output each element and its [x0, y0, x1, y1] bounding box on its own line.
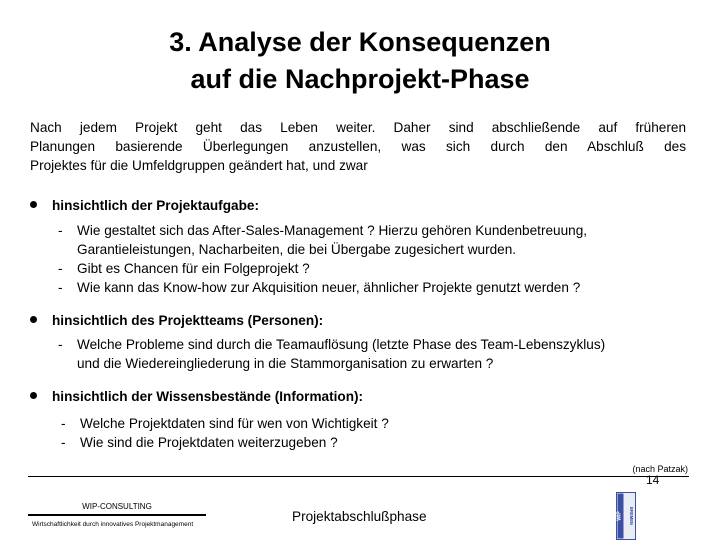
section-heading-team [30, 311, 323, 330]
section-heading-text: hinsichtlich des Projektteams (Personen): [52, 313, 324, 328]
list-item-text: Welche Probleme sind durch die Teamauflösung (letzte Phase des Team-Lebenszyklus) [77, 337, 606, 352]
list-item-text: Gibt es Chancen für ein Folgeprojekt ? [77, 261, 310, 276]
list-item-text: Wie kann das Know-how zur Akquisition neuer, ähnlicher Projekte genutzt werden ? [77, 280, 581, 295]
dash-marker: - [58, 337, 63, 352]
source-note: (nach Patzak) [632, 464, 688, 474]
list-item-text: Garantieleistungen, Nacharbeiten, die bei Übergabe zugesichert wurden. [77, 242, 517, 257]
footer-org-rule [28, 514, 206, 516]
intro-line: Projektes für die Umfeldgruppen geändert hat, und zwar [30, 158, 368, 173]
list-item-text: Wie sind die Projektdaten weiterzugeben ? [80, 435, 338, 450]
footer-tagline: Wirtschaftlichkeit durch innovatives Projektmanagement [32, 521, 194, 528]
section-heading-task [30, 196, 259, 215]
dash-marker: - [61, 435, 66, 450]
dash-marker: - [58, 223, 63, 238]
slide-title-line1: 3. Analyse der Konsequenzen [169, 27, 551, 57]
footer-section-title: Projektabschlußphase [292, 509, 427, 524]
logo-city-text: BREMEN [629, 506, 634, 526]
logo-wip-text: WIP [616, 511, 623, 521]
intro-line: Planungen basierende Überlegungen anzustellen, was sich durch den Abschluß des [30, 139, 686, 154]
bullet-icon [30, 316, 37, 323]
bullet-icon [30, 201, 37, 208]
page-number: 14 [646, 473, 660, 487]
footer-org-name: WIP-CONSULTING [82, 502, 152, 511]
section-heading-knowledge [30, 387, 363, 406]
section-heading-text: hinsichtlich der Wissensbestände (Information): [52, 389, 364, 404]
section-heading-text: hinsichtlich der Projektaufgabe: [52, 198, 259, 213]
dash-marker: - [61, 416, 66, 431]
dash-marker: - [58, 261, 63, 276]
intro-line: Nach jedem Projekt geht das Leben weiter. Daher sind abschließende auf früheren [30, 120, 686, 135]
list-item-text: Welche Projektdaten sind für wen von Wichtigkeit ? [80, 416, 389, 431]
intro-paragraph [30, 118, 686, 175]
list-item-text: und die Wiedereingliederung in die Stammorganisation zu erwarten ? [77, 356, 494, 371]
list-item-text: Wie gestaltet sich das After-Sales-Management ? Hierzu gehören Kundenbetreuung, [77, 223, 588, 238]
bullet-icon [30, 392, 37, 399]
dash-marker: - [58, 280, 63, 295]
slide-title-line2: auf die Nachprojekt-Phase [190, 64, 530, 94]
wip-bremen-logo [616, 492, 636, 540]
footer-divider [28, 476, 689, 477]
